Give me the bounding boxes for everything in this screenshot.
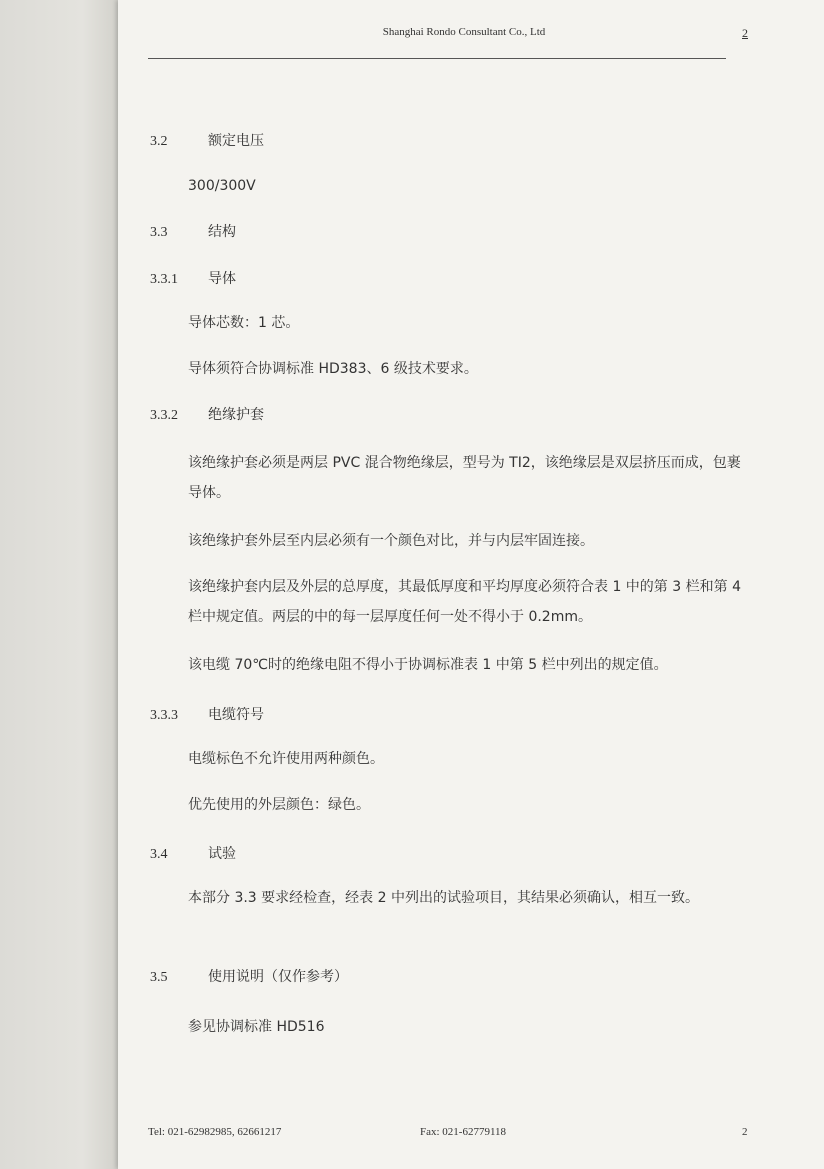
section-3-2-heading — [150, 130, 264, 150]
paragraph: 电缆标色不允许使用两种颜色。 — [188, 751, 384, 767]
section-number: 3.3.3 — [150, 708, 178, 723]
header-page-number: 2 — [742, 26, 748, 40]
footer-fax: Fax: 021-62779118 — [420, 1126, 507, 1138]
paragraph: 参见协调标准 HD516 — [188, 1019, 325, 1035]
underlying-page-edge — [0, 0, 118, 1169]
document-body — [118, 0, 824, 1169]
section-3-5-heading — [150, 966, 348, 986]
paragraph: 该绝缘护套内层及外层的总厚度，其最低厚度和平均厚度必须符合表 1 中的第 3 栏和第 4 栏中规定值。两层的中的每一层厚度任何一处不得小于 0.2mm。 — [188, 579, 741, 625]
section-number: 3.5 — [150, 970, 168, 985]
section-3-3-1-heading — [150, 268, 236, 288]
section-3-4-heading — [150, 843, 236, 863]
section-3-3-3-heading — [150, 704, 264, 724]
paragraph: 导体须符合协调标准 HD383、6 级技术要求。 — [188, 361, 478, 377]
footer-telephone: Tel: 021-62982985, 62661217 — [148, 1126, 282, 1138]
section-title: 额定电压 — [208, 133, 264, 149]
rated-voltage-value: 300/300V — [188, 178, 256, 194]
paragraph: 该电缆 70℃时的绝缘电阻不得小于协调标准表 1 中第 5 栏中列出的规定值。 — [188, 657, 668, 673]
paragraph: 该绝缘护套外层至内层必须有一个颜色对比，并与内层牢固连接。 — [188, 533, 594, 549]
section-number: 3.2 — [150, 134, 168, 149]
section-title: 使用说明（仅作参考） — [208, 969, 348, 985]
section-number: 3.3 — [150, 225, 168, 240]
section-title: 结构 — [208, 224, 236, 240]
section-title: 绝缘护套 — [208, 407, 264, 423]
section-title: 电缆符号 — [208, 707, 264, 723]
header-company-name: Shanghai Rondo Consultant Co., Ltd — [382, 26, 546, 38]
section-title: 导体 — [208, 271, 236, 287]
section-3-3-2-heading — [150, 404, 264, 424]
section-number: 3.3.2 — [150, 408, 178, 423]
document-page — [118, 0, 824, 1169]
section-3-3-heading — [150, 221, 236, 241]
section-number: 3.3.1 — [150, 272, 178, 287]
section-number: 3.4 — [150, 847, 168, 862]
paragraph: 优先使用的外层颜色：绿色。 — [188, 797, 370, 813]
section-title: 试验 — [208, 846, 236, 862]
paragraph: 导体芯数：1 芯。 — [188, 315, 300, 331]
footer-page-number: 2 — [742, 1126, 748, 1138]
paragraph: 本部分 3.3 要求经检查，经表 2 中列出的试验项目，其结果必须确认，相互一致。 — [188, 890, 699, 906]
paragraph: 该绝缘护套必须是两层 PVC 混合物绝缘层，型号为 TI2，该绝缘层是双层挤压而成，包裹导体。 — [188, 455, 741, 501]
